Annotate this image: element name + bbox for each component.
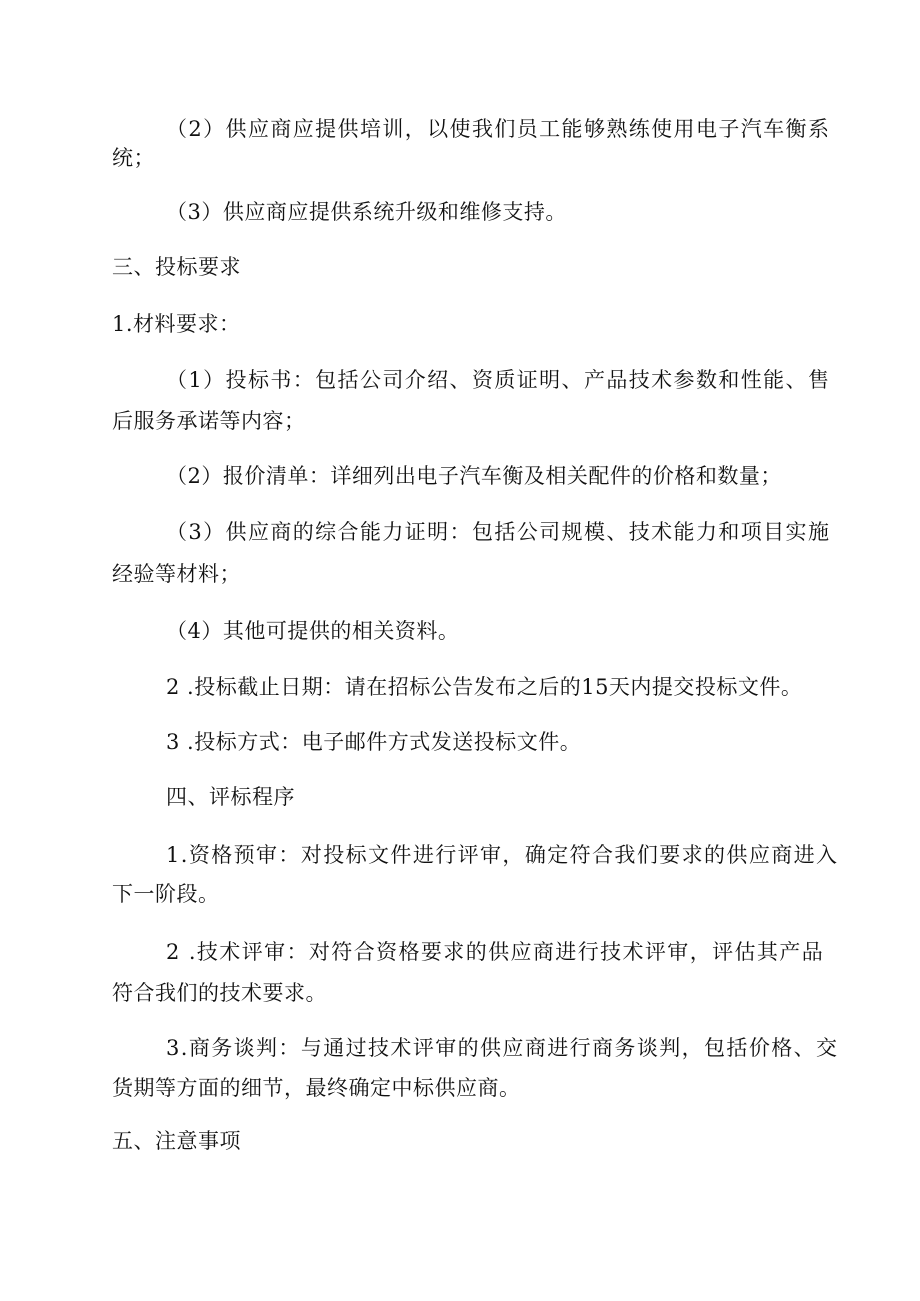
subsection-heading: 1.材料要求： bbox=[112, 312, 241, 336]
paragraph-line: （2）报价清单：详细列出电子汽车衡及相关配件的价格和数量； bbox=[166, 464, 782, 488]
paragraph-line: 经验等材料； bbox=[112, 562, 241, 586]
paragraph-line: 1.资格预审：对投标文件进行评审，确定符合我们要求的供应商进入 bbox=[166, 843, 839, 867]
paragraph-line: 3.商务谈判：与通过技术评审的供应商进行商务谈判，包括价格、交 bbox=[166, 1036, 839, 1060]
paragraph-line: 下一阶段。 bbox=[112, 882, 220, 906]
section-heading: 三、投标要求 bbox=[112, 255, 241, 279]
section-heading: 四、评标程序 bbox=[166, 785, 295, 809]
paragraph-line: 2 .投标截止日期：请在招标公告发布之后的15天内提交投标文件。 bbox=[166, 675, 803, 699]
paragraph-line: （1）投标书：包括公司介绍、资质证明、产品技术参数和性能、售 bbox=[166, 368, 831, 392]
section-heading: 五、注意事项 bbox=[112, 1129, 241, 1153]
paragraph-line: 3 .投标方式：电子邮件方式发送投标文件。 bbox=[166, 730, 582, 754]
paragraph-line: 后服务承诺等内容； bbox=[112, 409, 306, 433]
paragraph-line: （3）供应商的综合能力证明：包括公司规模、技术能力和项目实施 bbox=[166, 520, 831, 544]
paragraph-line: 统； bbox=[112, 146, 155, 170]
paragraph-line: 货期等方面的细节，最终确定中标供应商。 bbox=[112, 1076, 521, 1100]
paragraph-line: （2）供应商应提供培训，以使我们员工能够熟练使用电子汽车衡系 bbox=[166, 117, 831, 141]
paragraph-line: （3）供应商应提供系统升级和维修支持。 bbox=[166, 200, 567, 224]
paragraph-line: 2 .技术评审：对符合资格要求的供应商进行技术评审，评估其产品 bbox=[166, 940, 825, 964]
paragraph-line: 符合我们的技术要求。 bbox=[112, 981, 327, 1005]
paragraph-line: （4）其他可提供的相关资料。 bbox=[166, 619, 460, 643]
